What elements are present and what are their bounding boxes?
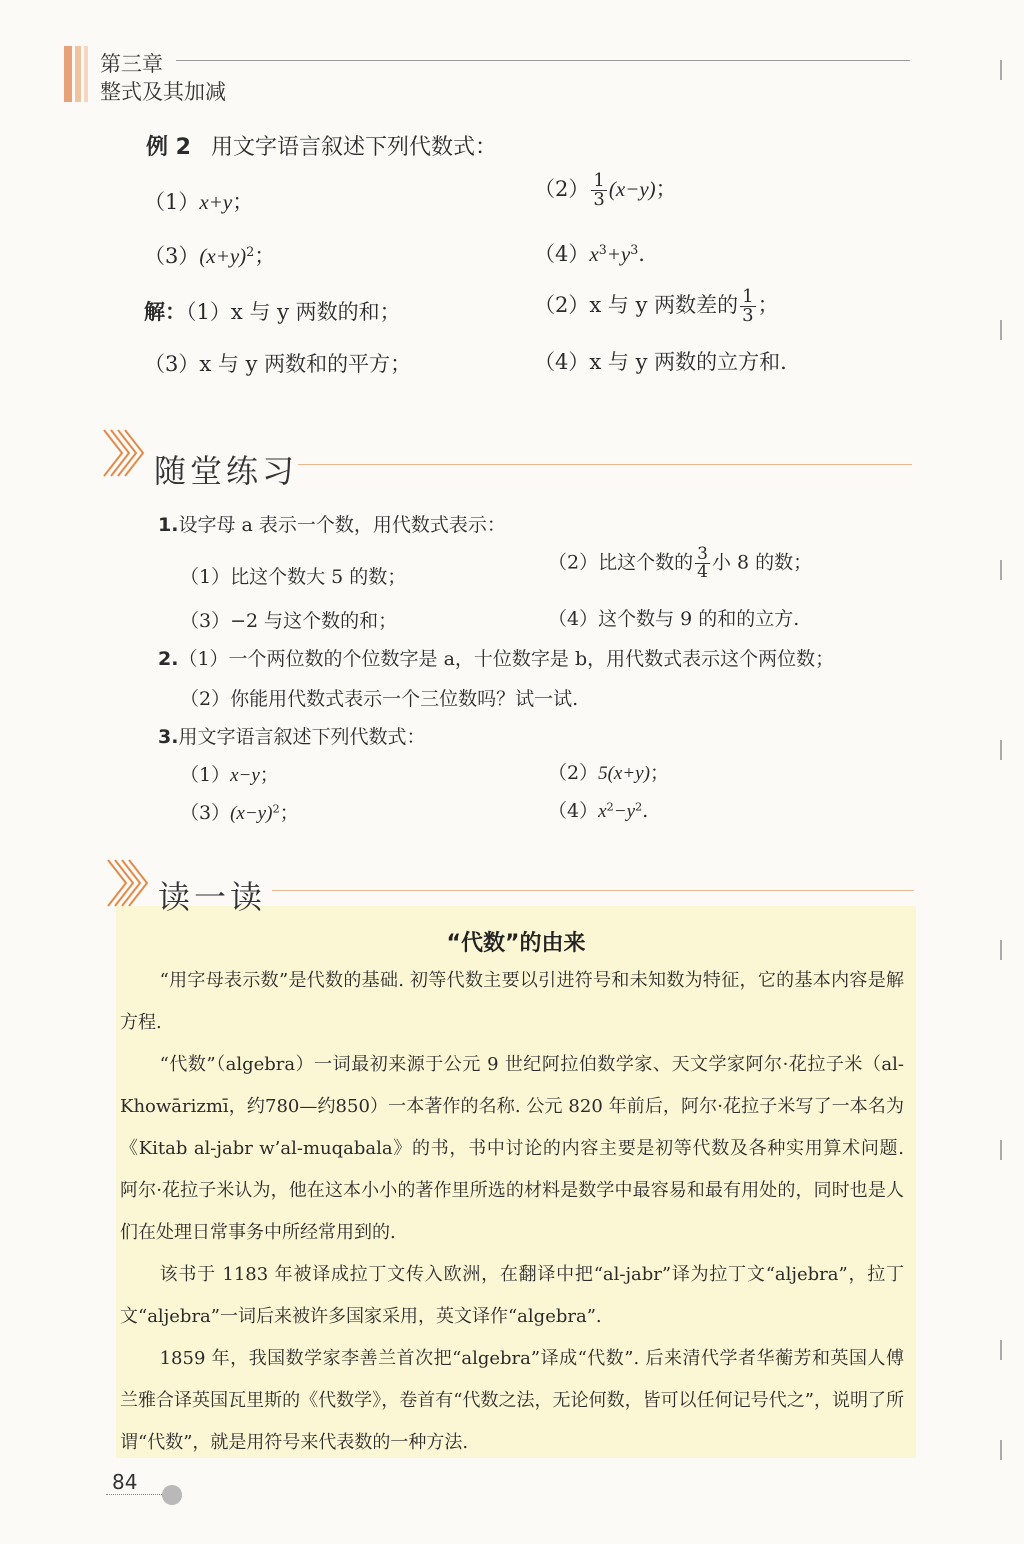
margin-scan-marks [1000,40,1002,1480]
reading-section-rule [272,890,914,891]
practice-q1-item-2: （2）比这个数的 $\frac{3}{4}$ 小 8 的数； [548,544,813,582]
solution-item-3: （3）x 与 y 两数和的平方； [144,352,412,376]
practice-q3-item-4: $(4)x^2-y^2$. [548,799,649,822]
page-dot [162,1485,182,1505]
solution-item-1: 解：（1）x 与 y 两数的和； [144,300,401,324]
practice-q3: 3.用文字语言叙述下列代数式： [158,726,426,748]
example-item-3: $(3)(x+y)^2$； [144,244,276,268]
example-label: 例 2 [146,135,191,160]
example-prompt: 用文字语言叙述下列代数式： [210,135,497,160]
practice-q2-line2: （2）你能用代数式表示一个三位数吗？试一试. [180,688,579,710]
practice-q3-item-2: （2）5(x+y)； [548,762,669,784]
reading-paragraph: 该书于 1183 年被译成拉丁文传入欧洲，在翻译中把“al-jabr”译为拉丁文“aljebra”，拉丁文“aljebra”一词后来被许多国家采用，英文译作“algebra”. [120,1264,904,1327]
chevron-arrows-icon [100,428,150,478]
example-item-4: $(4)x^3+y^3$. [534,242,645,266]
reading-title: “代数”的由来 [446,931,586,956]
example-heading [146,130,497,161]
reading-section-title: 读一读 [158,878,267,916]
solution-item-2: （2）x 与 y 两数差的 $\frac{1}{3}$ ； [534,286,779,326]
chapter-title: 整式及其加减 [100,80,226,104]
header-rule [176,60,910,61]
practice-q2-line1: 2.（1）一个两位数的个位数字是 a，十位数字是 b，用代数式表示这个两位数； [158,648,835,670]
reading-paragraph: “用字母表示数”是代数的基础. 初等代数主要以引进符号和未知数为特征，它的基本内容是解方程. [120,970,904,1033]
practice-q1: 1.设字母 a 表示一个数，用代数式表示： [158,514,506,536]
reading-paragraph: “代数”（algebra）一词最初来源于公元 9 世纪阿拉伯数学家、天文学家阿尔·花拉子米（al-Khowārizmī，约780—约850）一本著作的名称. 公元 820 年前后，阿尔·花拉子米写了一本名为《Kitab al-jabr w’al-muqabala》的书，书中讨论的内容主要是初等代数及各种实用算术问题. 阿尔·花拉子米认为，他在这本小小的著作里所选的材料是数学中最容易和最有用处的，同时也是人们在处理日常事务中所经常用到的. [120,1054,904,1243]
example-item-2: （2） $\frac{1}{3}$ (x−y)； [534,170,677,210]
solution-item-4: （4）x 与 y 两数的立方和. [534,350,787,374]
chapter-marker-bars [64,46,94,102]
practice-section-rule [298,464,912,465]
practice-q1-item-4: （4）这个数与 9 的和的立方. [548,608,800,630]
practice-q3-item-1: （1）x−y； [180,764,279,786]
reading-paragraph: 1859 年，我国数学家李善兰首次把“algebra”译成“代数”. 后来清代学者华蘅芳和英国人傅兰雅合译英国瓦里斯的《代数学》，卷首有“代数之法，无论何数，皆可以任何记号代之”，说明了所谓“代数”，就是用符号来代表数的一种方法. [120,1348,904,1453]
solution-label: 解： [144,300,186,324]
page-number-rule [106,1494,168,1495]
practice-q3-item-3: $(3)(x-y)^2$； [180,801,299,824]
example-item-1: （1）x+y； [144,190,254,214]
chapter-label: 第三章 [100,52,163,76]
practice-q1-item-1: （1）比这个数大 5 的数； [180,566,407,588]
practice-section-title: 随堂练习 [154,452,299,490]
page-number: 84 [112,1470,138,1494]
chevron-arrows-icon [104,858,154,908]
practice-q1-item-3: （3）−2 与这个数的和； [180,610,398,632]
